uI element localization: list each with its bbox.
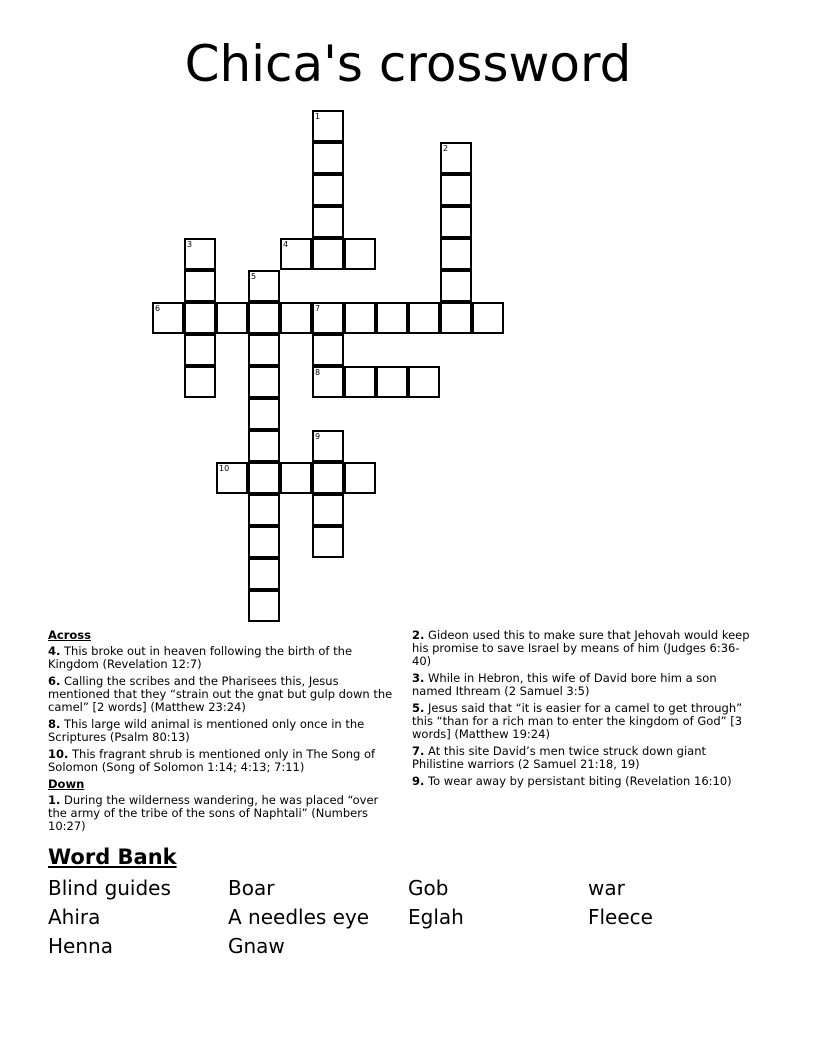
clue-item <box>48 748 400 774</box>
crossword-cell[interactable] <box>312 206 344 238</box>
crossword-cell[interactable] <box>344 462 376 494</box>
clue-number: 3 <box>187 240 193 249</box>
clue-number: 5 <box>251 272 257 281</box>
clue-number-label: 7. <box>412 744 425 758</box>
crossword-cell[interactable] <box>312 334 344 366</box>
clue-item <box>412 775 757 788</box>
clue-item <box>412 629 757 668</box>
clue-number-label: 5. <box>412 701 425 715</box>
clue-number-label: 9. <box>412 774 425 788</box>
crossword-cell[interactable] <box>440 142 472 174</box>
clue-number: 1 <box>315 112 321 121</box>
clue-item <box>412 672 757 698</box>
crossword-cell[interactable] <box>216 302 248 334</box>
clue-text: This fragrant shrub is mentioned only in The Song of Solomon (Song of Solomon 1:14; 4:13; 7:11) <box>48 747 376 774</box>
clue-text: This large wild animal is mentioned only once in the Scriptures (Psalm 80:13) <box>48 717 365 744</box>
crossword-cell[interactable] <box>344 238 376 270</box>
crossword-cell[interactable] <box>312 526 344 558</box>
crossword-cell[interactable] <box>248 558 280 590</box>
crossword-cell[interactable] <box>312 142 344 174</box>
crossword-cell[interactable] <box>440 238 472 270</box>
word-bank-item: A needles eye <box>228 905 370 929</box>
word-bank-list <box>48 875 788 960</box>
clue-number-label: 1. <box>48 793 61 807</box>
clue-text: Calling the scribes and the Pharisees this, Jesus mentioned that they “strain out the gnat but gulp down the camel” [2 words] (Matthew 23:24) <box>48 674 393 714</box>
clue-item <box>48 794 400 833</box>
down-clue-list <box>48 794 400 833</box>
crossword-cell[interactable] <box>184 334 216 366</box>
crossword-cell[interactable] <box>440 206 472 238</box>
word-bank <box>48 843 788 960</box>
crossword-cell[interactable] <box>440 270 472 302</box>
word-bank-item: Gob <box>408 876 449 900</box>
clue-number: 10 <box>219 464 230 473</box>
crossword-cell[interactable] <box>312 238 344 270</box>
clue-item <box>48 718 400 744</box>
clue-item <box>48 675 400 714</box>
clue-number: 6 <box>155 304 161 313</box>
word-bank-heading: Word Bank <box>48 845 177 869</box>
clue-text: At this site David’s men twice struck down giant Philistine warriors (2 Samuel 21:18, 19) <box>412 744 706 771</box>
clues-right-column <box>412 629 757 792</box>
word-bank-item: Gnaw <box>228 934 285 958</box>
crossword-cell[interactable] <box>248 366 280 398</box>
clue-text: To wear away by persistant biting (Revelation 16:10) <box>424 774 732 788</box>
clue-number-label: 2. <box>412 628 425 642</box>
word-bank-item: Blind guides <box>48 876 171 900</box>
crossword-cell[interactable] <box>248 590 280 622</box>
clue-item <box>48 645 400 671</box>
clues-left-column <box>48 629 400 837</box>
word-bank-item: war <box>588 876 625 900</box>
clue-number: 9 <box>315 432 321 441</box>
clue-number: 8 <box>315 368 321 377</box>
crossword-cell[interactable] <box>280 302 312 334</box>
crossword-cell[interactable] <box>312 174 344 206</box>
crossword-cell[interactable] <box>312 430 344 462</box>
clue-number-label: 10. <box>48 747 69 761</box>
crossword-cell[interactable] <box>280 238 312 270</box>
crossword-cell[interactable] <box>248 398 280 430</box>
crossword-cell[interactable] <box>312 366 344 398</box>
across-clue-list <box>48 645 400 774</box>
word-bank-item: Boar <box>228 876 275 900</box>
clue-text: During the wilderness wandering, he was placed “over the army of the tribe of the sons of Naphtali” (Numbers 10:27) <box>48 793 379 833</box>
crossword-cell[interactable] <box>216 462 248 494</box>
crossword-cell[interactable] <box>376 366 408 398</box>
clue-number-label: 4. <box>48 644 61 658</box>
word-bank-item: Fleece <box>588 905 653 929</box>
crossword-cell[interactable] <box>312 110 344 142</box>
clue-number: 2 <box>443 144 449 153</box>
crossword-cell[interactable] <box>248 494 280 526</box>
word-bank-item: Ahira <box>48 905 101 929</box>
crossword-cell[interactable] <box>248 302 280 334</box>
crossword-cell[interactable] <box>280 462 312 494</box>
crossword-cell[interactable] <box>312 462 344 494</box>
clue-number-label: 6. <box>48 674 61 688</box>
crossword-cell[interactable] <box>248 526 280 558</box>
crossword-cell[interactable] <box>312 302 344 334</box>
crossword-cell[interactable] <box>344 366 376 398</box>
crossword-cell[interactable] <box>184 270 216 302</box>
crossword-cell[interactable] <box>376 302 408 334</box>
clue-text: Gideon used this to make sure that Jehovah would keep his promise to save Israel by means of him (Judges 6:36-40) <box>412 628 750 668</box>
crossword-cell[interactable] <box>248 430 280 462</box>
crossword-cell[interactable] <box>248 334 280 366</box>
crossword-cell[interactable] <box>312 494 344 526</box>
clue-number-label: 3. <box>412 671 425 685</box>
clue-text: This broke out in heaven following the birth of the Kingdom (Revelation 12:7) <box>48 644 353 671</box>
page-title: Chica's crossword <box>184 35 632 93</box>
crossword-cell[interactable] <box>248 462 280 494</box>
crossword-cell[interactable] <box>344 302 376 334</box>
crossword-cell[interactable] <box>408 366 440 398</box>
across-heading: Across <box>48 628 91 642</box>
clue-number: 4 <box>283 240 289 249</box>
crossword-cell[interactable] <box>408 302 440 334</box>
crossword-cell[interactable] <box>184 238 216 270</box>
crossword-cell[interactable] <box>472 302 504 334</box>
down-clue-list-continued <box>412 629 757 788</box>
clue-number: 7 <box>315 304 321 313</box>
clue-text: While in Hebron, this wife of David bore him a son named Ithream (2 Samuel 3:5) <box>412 671 717 698</box>
crossword-cell[interactable] <box>248 270 280 302</box>
clue-number-label: 8. <box>48 717 61 731</box>
clue-item <box>412 702 757 741</box>
clue-text: Jesus said that “it is easier for a camel to get through” this “than for a rich man to enter the kingdom of God” [3 words] (Matthew 19:24) <box>412 701 743 741</box>
down-heading: Down <box>48 777 85 791</box>
crossword-cell[interactable] <box>440 174 472 206</box>
crossword-cell[interactable] <box>440 302 472 334</box>
word-bank-item: Eglah <box>408 905 464 929</box>
word-bank-item: Henna <box>48 934 113 958</box>
crossword-cell[interactable] <box>184 366 216 398</box>
crossword-cell[interactable] <box>184 302 216 334</box>
clue-item <box>412 745 757 771</box>
crossword-cell[interactable] <box>152 302 184 334</box>
